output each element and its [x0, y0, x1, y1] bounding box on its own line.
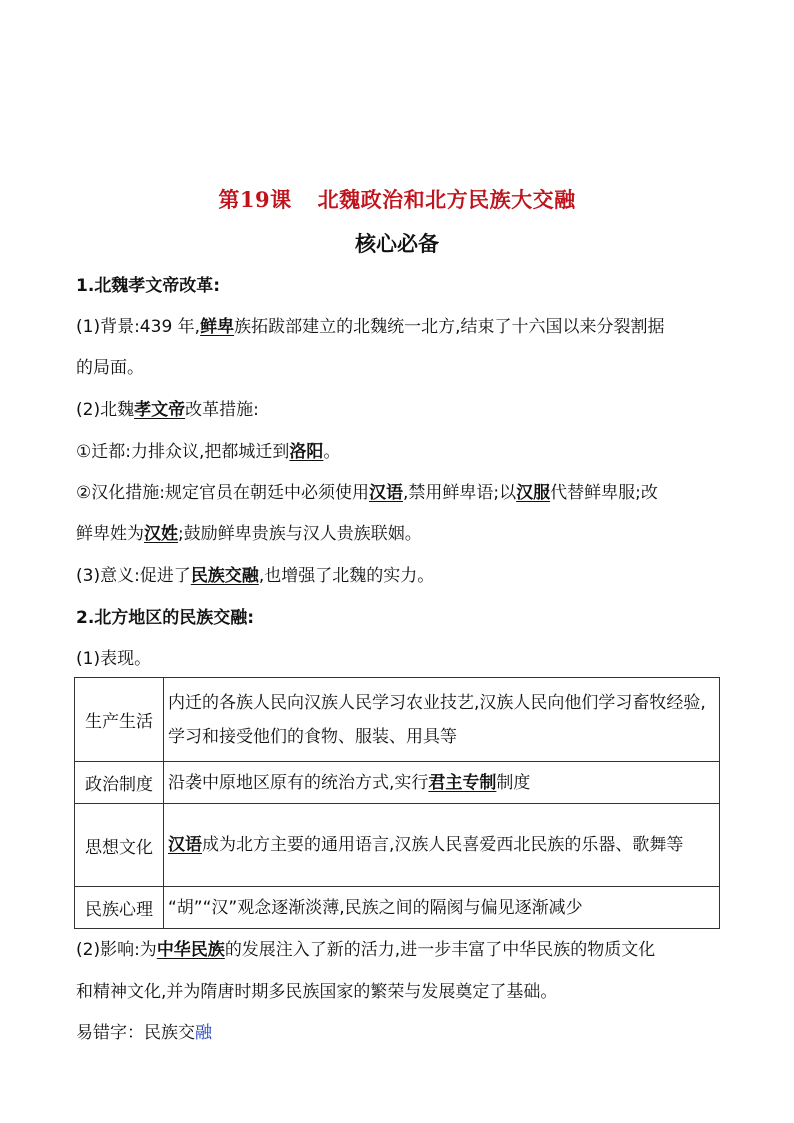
lesson-name: 北魏政治和北方民族大交融: [317, 188, 576, 212]
s2-influence-line1: (2)影响:为中华民族的发展注入了新的活力,进一步丰富了中华民族的物质文化: [76, 940, 656, 960]
table-cell-description: 沿袭中原地区原有的统治方式,实行君主专制制度: [164, 762, 720, 804]
table-cell-category: 思想文化: [75, 804, 164, 887]
table-cell-description: 汉语成为北方主要的通用语言,汉族人民喜爱西北民族的乐器、歌舞等: [164, 804, 720, 887]
key-term: 汉服: [516, 483, 551, 503]
s1-measure-capital: ①迁都:力排众议,把都城迁到洛阳。: [76, 442, 341, 462]
s1-measure-sinicization-line2: 鲜卑姓为汉姓;鼓励鲜卑贵族与汉人贵族联姻。: [76, 524, 422, 544]
lesson-number: 19: [239, 187, 271, 212]
s1-heading: 1.北魏孝文帝改革:: [76, 276, 221, 296]
key-term: 洛阳: [289, 442, 324, 462]
table-row: [75, 804, 720, 887]
key-term: 鲜卑: [200, 317, 235, 337]
key-term: 民族交融: [190, 566, 259, 586]
s2-influence-line2: 和精神文化,并为隋唐时期多民族国家的繁荣与发展奠定了基础。: [76, 982, 558, 1002]
table-cell-description: “胡”“汉”观念逐渐淡薄,民族之间的隔阂与偏见逐渐减少: [164, 887, 720, 929]
s1-significance: (3)意义:促进了民族交融,也增强了北魏的实力。: [76, 566, 435, 586]
s1-background-line2: 的局面。: [76, 358, 144, 378]
key-term: 君主专制: [428, 772, 497, 793]
table-cell-category: 政治制度: [75, 762, 164, 804]
table-cell-category: 生产生活: [75, 678, 164, 762]
title-suffix: 课: [270, 188, 292, 212]
title-prefix: 第: [218, 188, 240, 212]
key-term: 孝文帝: [134, 400, 186, 420]
table-cell-category: 民族心理: [75, 887, 164, 929]
table-cell-description: 内迁的各族人民向汉族人民学习农业技艺,汉族人民向他们学习畜牧经验,学习和接受他们的食物、服装、用具等: [164, 678, 720, 762]
s1-measures-heading: (2)北魏孝文帝改革措施:: [76, 400, 259, 420]
table-row: [75, 678, 720, 762]
fusion-table: [74, 677, 720, 929]
s1-measure-sinicization-line1: ②汉化措施:规定官员在朝廷中必须使用汉语,禁用鲜卑语;以汉服代替鲜卑服;改: [76, 483, 658, 503]
table-row: [75, 887, 720, 929]
s2-heading: 2.北方地区的民族交融:: [76, 608, 255, 628]
key-term: 汉语: [368, 483, 403, 503]
highlighted-character: 融: [195, 1023, 212, 1043]
lesson-title: [0, 184, 794, 214]
key-term: 汉姓: [144, 524, 178, 544]
key-term: 中华民族: [156, 940, 225, 960]
section-subtitle: 核心必备: [355, 232, 439, 256]
s1-background-line1: (1)背景:439 年,鲜卑族拓跋部建立的北魏统一北方,结束了十六国以来分裂割据: [76, 317, 665, 337]
table-row: [75, 762, 720, 804]
s2-performance-label: (1)表现。: [76, 649, 152, 669]
error-prone-note: 易错字：民族交融: [76, 1023, 212, 1043]
key-term: 汉语: [168, 835, 202, 855]
